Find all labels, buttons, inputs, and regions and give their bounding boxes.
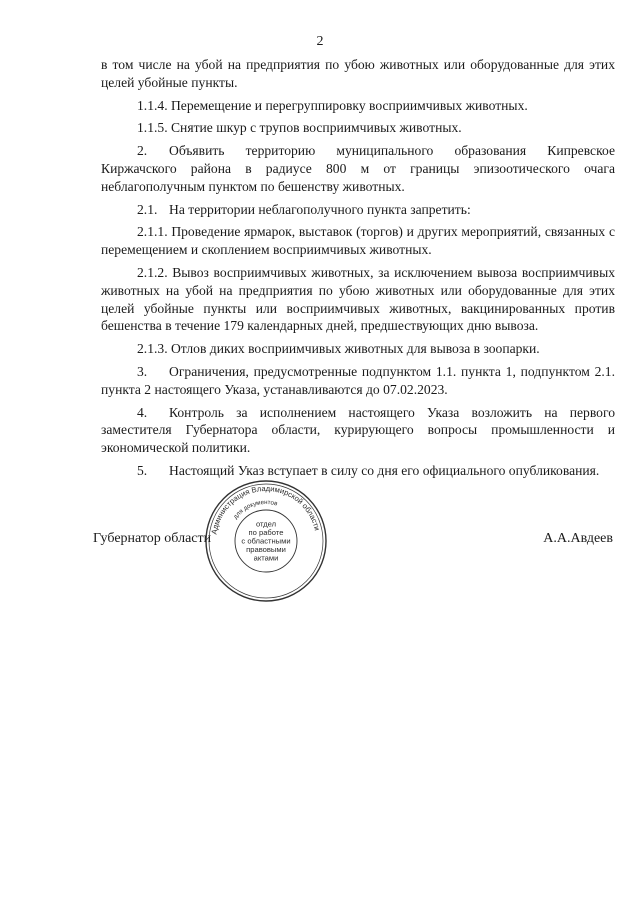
paragraph <box>101 363 615 399</box>
seal-center-line: по работе <box>248 527 284 537</box>
paragraph <box>101 56 615 92</box>
seal-outer-text: Администрация Владимирской области <box>209 483 322 536</box>
paragraph-text: 1.1.5. Снятие шкур с трупов восприимчивых животных. <box>137 120 462 136</box>
signature-name: А.А.Авдеев <box>543 531 613 546</box>
seal-center-line: правовыми <box>246 545 286 555</box>
paragraph-number: 2.1. <box>137 201 158 217</box>
seal-inner-ring-text: для документов <box>232 498 279 521</box>
seal-center-line: отдел <box>255 519 277 529</box>
paragraph <box>101 142 615 195</box>
paragraph-text: На территории неблагополучного пункта запретить: <box>169 201 471 217</box>
document-body <box>101 56 615 480</box>
paragraph-text: Контроль за исполнением настоящего Указа возложить на первого заместителя Губернатора области, курирующего вопросы промышленности и экономической политики. <box>101 404 615 456</box>
paragraph <box>101 462 615 480</box>
paragraph <box>101 119 615 137</box>
seal-center-text <box>241 519 290 562</box>
paragraph <box>101 340 615 358</box>
page-number: 2 <box>316 34 324 49</box>
paragraph <box>101 264 615 335</box>
paragraph-text: Объявить территорию муниципального образования Кипревское Киржачского района в радиусе 800 м от границы эпизоотического очага неблагополучным пунктом по бешенству животных. <box>101 143 615 194</box>
paragraph-text: в том числе на убой на предприятия по убою животных или оборудованные для этих целей убойные пункты. <box>101 57 615 90</box>
paragraph-text: 1.1.4. Перемещение и перегруппировку восприимчивых животных. <box>137 97 528 113</box>
paragraph-number: 5. <box>137 462 148 478</box>
paragraph <box>101 404 615 457</box>
seal-center-line: с областными <box>241 536 291 546</box>
paragraph <box>101 223 615 259</box>
paragraph-text: Ограничения, предусмотренные подпунктом 1.1. пункта 1, подпунктом 2.1. пункта 2 настоящего Указа, устанавливаются до 07.02.2023. <box>101 363 615 397</box>
paragraph-number: 4. <box>137 404 148 420</box>
paragraph <box>101 97 615 115</box>
paragraph-text: 2.1.3. Отлов диких восприимчивых животных для вывоза в зоопарки. <box>137 341 540 357</box>
paragraph-text: 2.1.2. Вывоз восприимчивых животных, за исключением вывоза восприимчивых животных на убой на предприятия по убою животных или оборудованные для этих целей убойные пункты или восприимчивых животных, вакцинированных против бешенства в течение 179 календарных дней, предшествующих дню вывоза. <box>101 264 615 334</box>
seal-center-line: актами <box>253 553 279 563</box>
paragraph-text: Настоящий Указ вступает в силу со дня его официального опубликования. <box>169 462 600 478</box>
paragraph <box>101 201 615 219</box>
signature-title: Губернатор области <box>93 531 212 546</box>
paragraph-number: 2. <box>137 143 148 159</box>
official-seal <box>203 478 329 604</box>
paragraph-text: 2.1.1. Проведение ярмарок, выставок (торгов) и других мероприятий, связанных с перемещением и скоплением восприимчивых животных. <box>101 224 615 258</box>
paragraph-number: 3. <box>137 363 148 379</box>
